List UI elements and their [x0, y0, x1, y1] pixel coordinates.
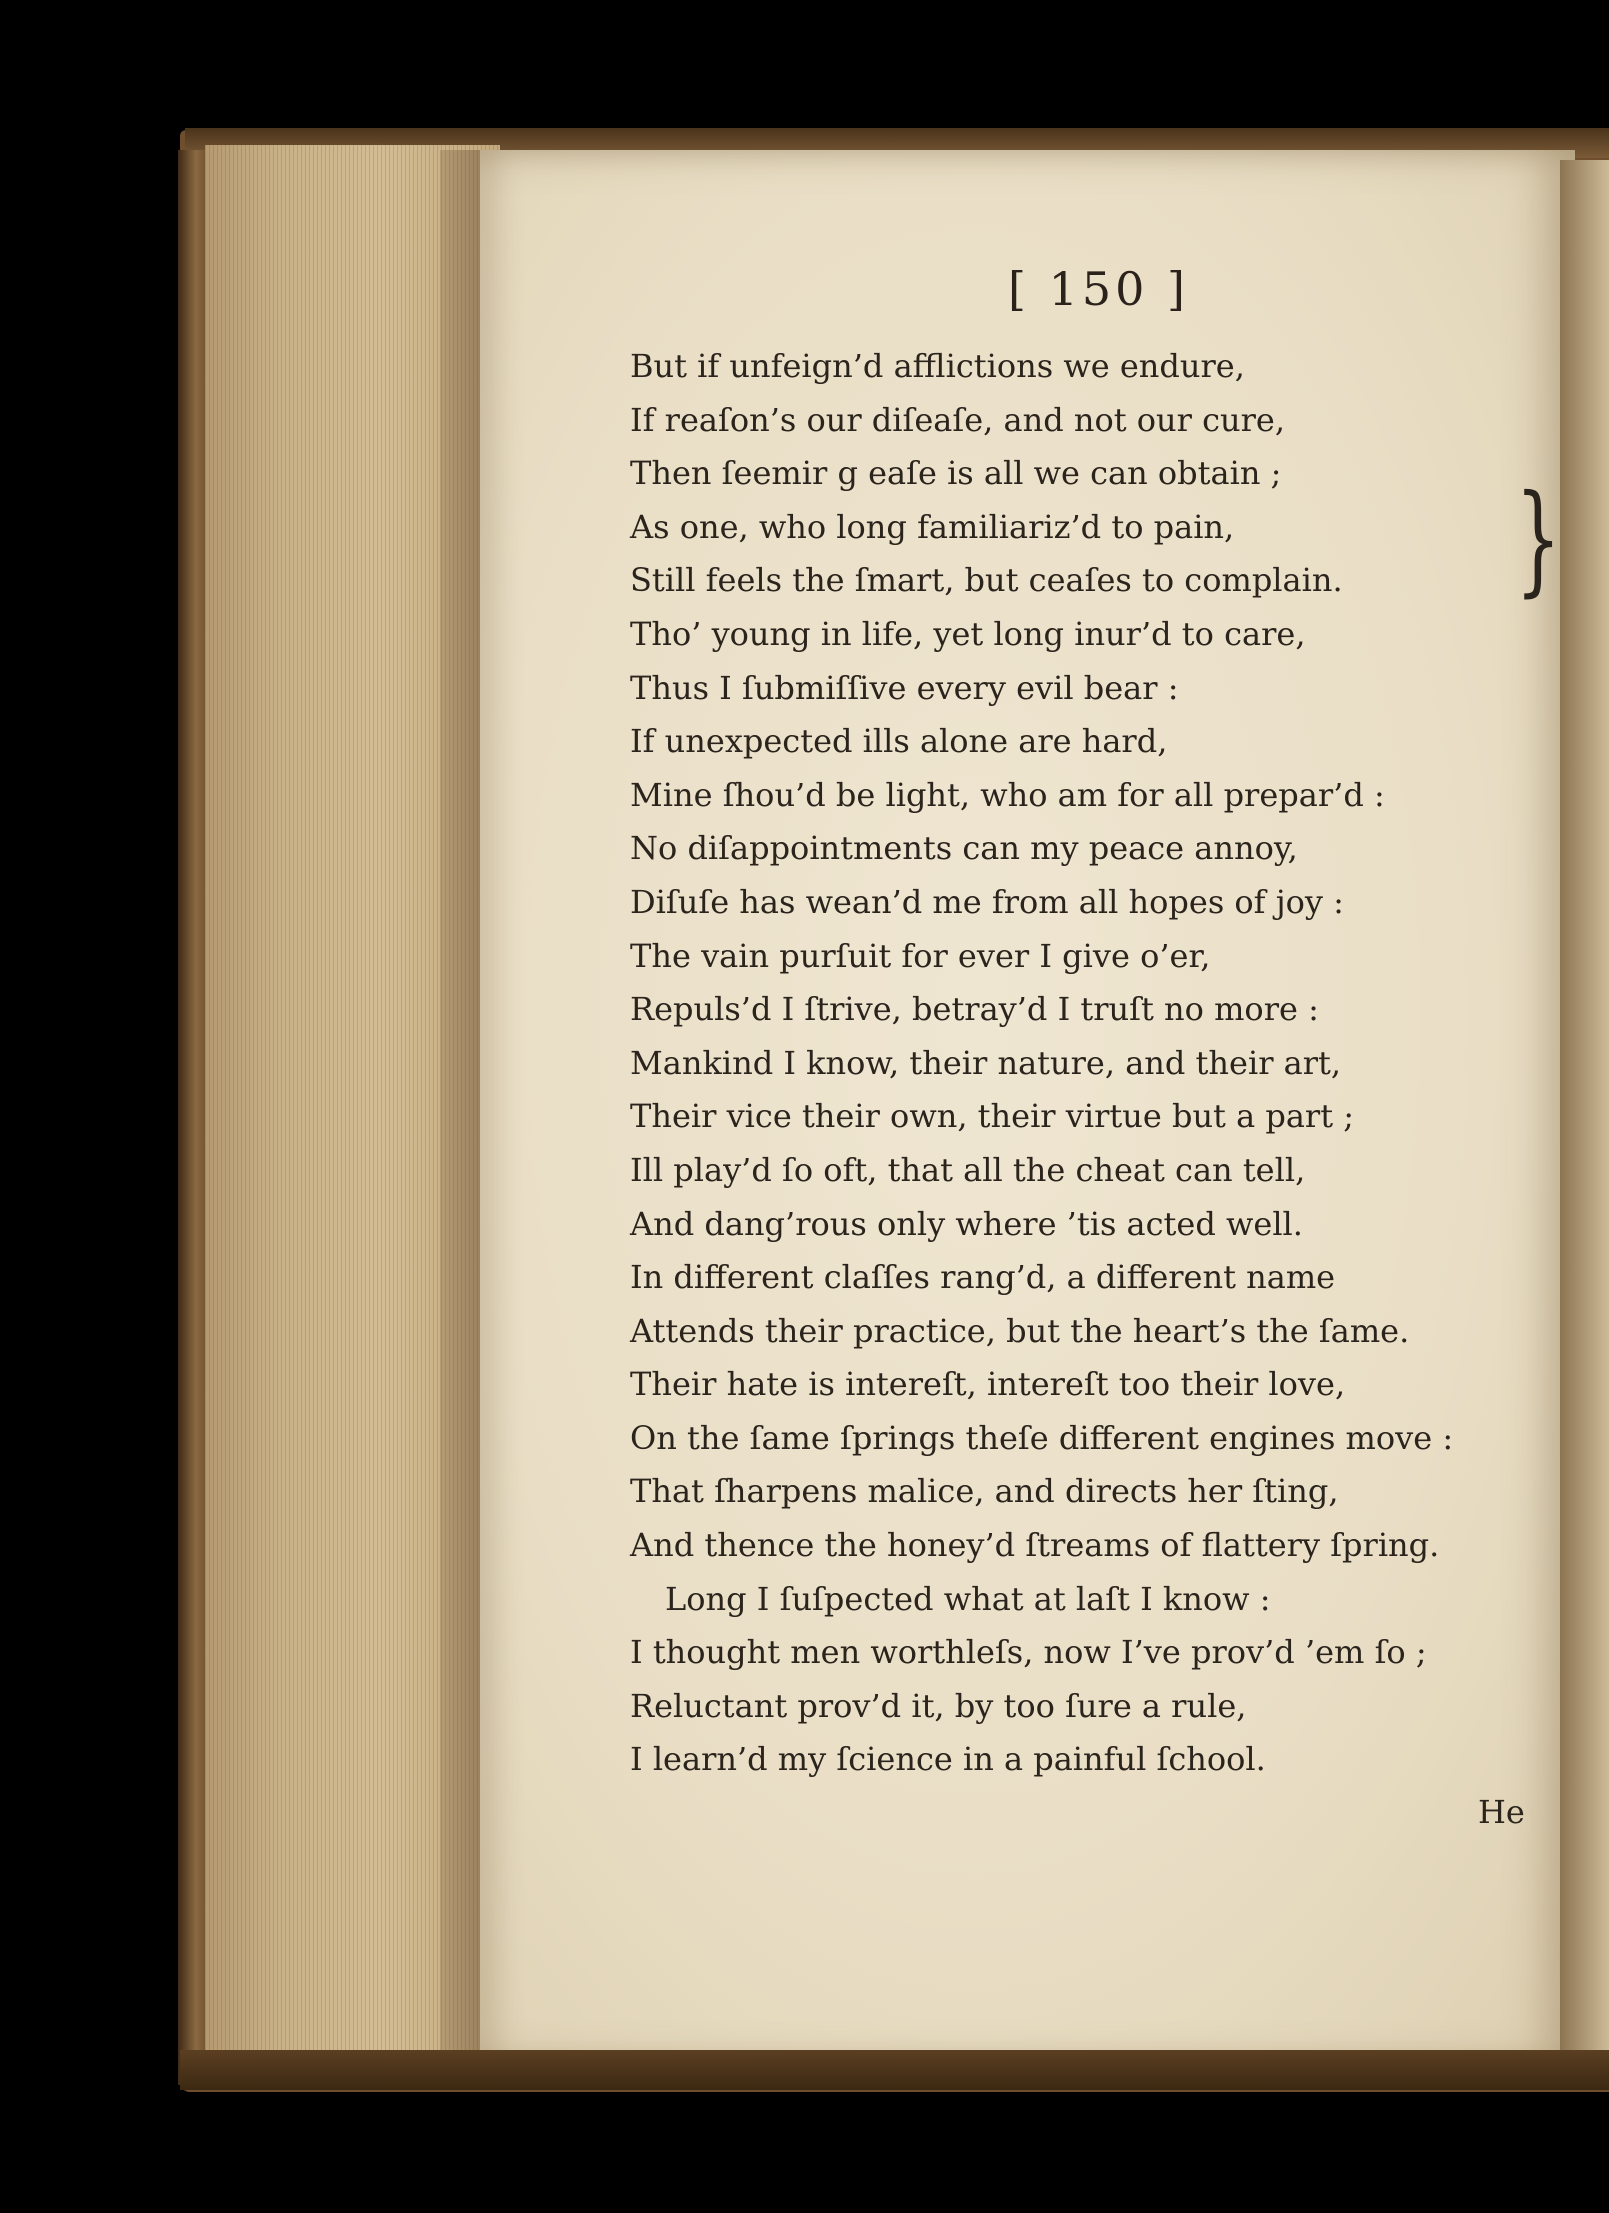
- poem-line: Their hate is intereſt, intereſt too their love,: [630, 1365, 1346, 1404]
- book-spine-edge: [178, 150, 208, 2085]
- poem-line: In different claſſes rang’d, a different name: [630, 1258, 1336, 1297]
- poem-line: Their vice their own, their virtue but a part ;: [630, 1097, 1354, 1136]
- page-number: [ 150 ]: [1008, 262, 1189, 316]
- poem-line: If reaſon’s our diſeaſe, and not our cure,: [630, 400, 1286, 439]
- poem-line: The vain purſuit for ever I give o’er,: [630, 936, 1211, 975]
- poem-line: Still feels the ſmart, but ceaſes to complain.: [630, 561, 1343, 600]
- poem-line: Mankind I know, their nature, and their art,: [630, 1043, 1342, 1082]
- poem-line: On the ſame ſprings theſe different engines move :: [630, 1418, 1454, 1457]
- poem-line: Repuls’d I ſtrive, betray’d I truſt no more :: [630, 990, 1319, 1029]
- poem-line: Diſuſe has wean’d me from all hopes of joy :: [630, 882, 1344, 921]
- poem-line: I thought men worthleſs, now I’ve prov’d ’em ſo ;: [630, 1633, 1427, 1672]
- poem-line: Ill play’d ſo oft, that all the cheat can tell,: [630, 1150, 1306, 1189]
- poem-text: [630, 340, 1454, 1787]
- poem-line: I learn’d my ſcience in a painful ſchool.: [630, 1740, 1266, 1779]
- poem-line: Long I ſuſpected what at laſt I know :: [665, 1579, 1271, 1618]
- poem-line: Thus I ſubmiſſive every evil bear :: [630, 668, 1179, 707]
- margin-brace: }: [1515, 470, 1562, 609]
- facing-page-edge: [1560, 160, 1609, 2060]
- poem-line: Tho’ young in life, yet long inur’d to care,: [630, 614, 1306, 653]
- poem-line: Then ſeemir g eaſe is all we can obtain ;: [630, 454, 1282, 493]
- poem-line: Mine ſhou’d be light, who am for all prepar’d :: [630, 775, 1385, 814]
- poem-line: But if unfeign’d afflictions we endure,: [630, 347, 1245, 385]
- poem-line: If unexpected ills alone are hard,: [630, 722, 1168, 761]
- poem-line: Reluctant prov’d it, by too ſure a rule,: [630, 1686, 1247, 1725]
- catchword: He: [1478, 1793, 1525, 1831]
- poem-line: And thence the honey’d ſtreams of flattery ſpring.: [630, 1526, 1440, 1565]
- poem-line: That ſharpens malice, and directs her ſting,: [630, 1472, 1339, 1511]
- book-bottom-edge: [180, 2050, 1609, 2090]
- poem-line: No diſappointments can my peace annoy,: [630, 829, 1298, 868]
- poem-line: As one, who long familiariz’d to pain,: [630, 507, 1235, 546]
- poem-line: And dang’rous only where ’tis acted well.: [630, 1204, 1303, 1243]
- poem-line: Attends their practice, but the heart’s the ſame.: [630, 1311, 1410, 1350]
